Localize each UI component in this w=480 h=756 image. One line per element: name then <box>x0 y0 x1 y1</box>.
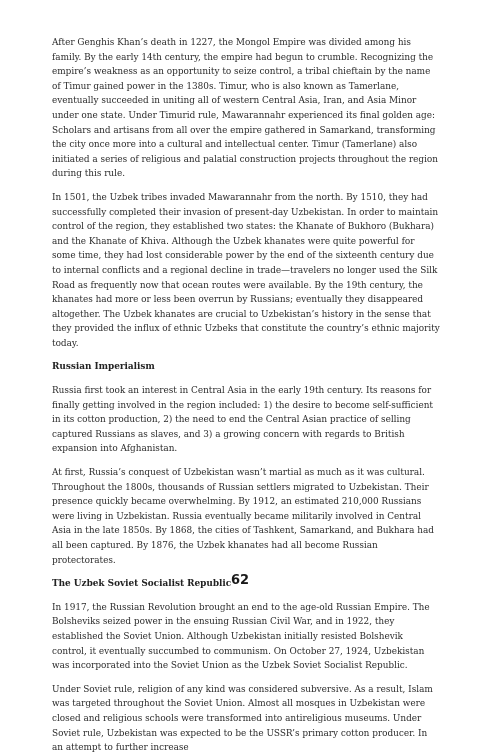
paragraph-soviet-rule: Under Soviet rule, religion of any kind was considered subversive. As a result, Islam was targeted throughout the Soviet Union. Almost all mosques in Uzbekistan were closed and religious schools were transformed into antireligious museums. Under Soviet rule, Uzbekistan was expected to be the USSR’s primary cotton producer. In an attempt to further increase <box>52 684 433 754</box>
section-heading-russian-imperialism: Russian Imperialism <box>52 362 155 373</box>
page-number: 62 <box>230 573 250 588</box>
paragraph-russian-conquest: At first, Russia’s conquest of Uzbekistan wasn’t martial as much as it was cultural. Throughout the 1800s, thousands of Russian settlers migrated to Uzbekistan. Their presence quickly became overwhelming. By 1912, an estimated 210,000 Russians were living in Uzbekistan. Russia eventually became militarily involved in Central Asia in the late 1850s. By 1868, the cities of Tashkent, Samarkand, and Bukhara had all been captured. By 1876, the Uzbek khanates had all become Russian protectorates. <box>52 468 434 566</box>
paragraph-russian-interest: Russia first took an interest in Central Asia in the early 19th century. Its reasons for finally getting involved in the region included: 1) the desire to become self-sufficient in its cotton production, 2) the need to end the Central Asian practice of selling captured Russians as slaves, and 3) a growing concern with regards to British expansion into Afghanistan. <box>52 386 433 455</box>
section-heading-uzbek-ssr: The Uzbek Soviet Socialist Republic <box>52 579 232 590</box>
paragraph-russian-revolution: In 1917, the Russian Revolution brought an end to the age-old Russian Empire. The Bolsheviks seized power in the ensuing Russian Civil War, and in 1922, they established the Soviet Union. Although Uzbekistan initially resisted Bolshevik control, it eventually succumbed to communism. On October 27, 1924, Uzbekistan was incorporated into the Soviet Union as the Uzbek Soviet Socialist Republic. <box>52 602 430 672</box>
paragraph-timurid-rule: After Genghis Khan’s death in 1227, the Mongol Empire was divided among his family. By the early 14th century, the empire had begun to crumble. Recognizing the empire’s weakness as an opportunity to seize control, a tribal chieftain by the name of Timur gained power in the 1380s. Timur, who is also known as Tamerlane, eventually succeeded in uniting all of western Central Asia, Iran, and Asia Minor under one state. Under Timurid rule, Mawarannahr experienced its final golden age: Scholars and artisans from all over the empire gathered in Samarkand, transforming the city once more into a cultural and intellectual center. Timur (Tamerlane) also initiated a series of religious and palatial construction projects throughout the region during this rule. <box>52 38 438 180</box>
paragraph-uzbek-khanates: In 1501, the Uzbek tribes invaded Mawarannahr from the north. By 1510, they had successfully completed their invasion of present-day Uzbekistan. In order to maintain control of the region, they established two states: the Khanate of Bukhoro (Bukhara) and the Khanate of Khiva. Although the Uzbek khanates were quite powerful for some time, they had lost considerable power by the end of the sixteenth century due to internal conflicts and a regional decline in trade—travelers no longer used the Silk Road as frequently now that ocean routes were available. By the 19th century, the khanates had more or less been overrun by Russians; eventually they disappeared altogether. The Uzbek khanates are crucial to Uzbekistan’s history in the sense that they provided the influx of ethnic Uzbeks that constitute the country’s ethnic majority today. <box>52 192 440 349</box>
